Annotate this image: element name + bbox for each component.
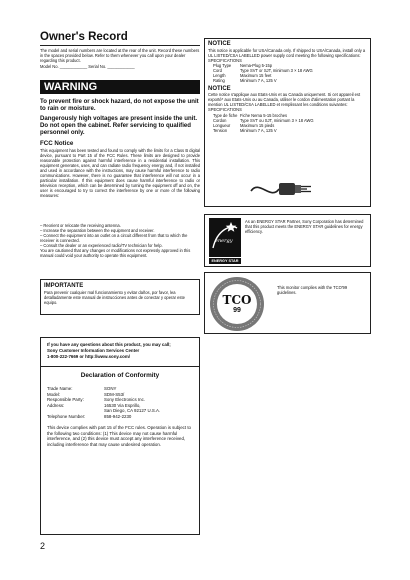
model-serial-fields: Model No. ____________ Serial No. ____________	[40, 64, 135, 69]
warning-voltage-text: Dangerously high voltages are present inside the unit. Do not open the cabinet. Refer servicing to qualified personnel only.	[40, 115, 198, 137]
owners-record-title: Owner's Record	[40, 31, 128, 43]
sony-contact-line1: If you have any questions about this product, you may call;	[47, 342, 171, 347]
fcc-body: This equipment has been tested and found to comply with the limits for a Class B digital device, pursuant to Part 15 of the FCC Rules. These limits are designed to provide reasonable protection against harmful interference in a residential installation. This equipment generates, uses, and can radiate radio frequency energy and, if not installed and used in accordance with the instructions, may cause harmful interference to radio communications. However, there is no guarantee that interference will not occur in a particular installation. If this equipment does cause harmful interference to radio or television reception, which can be determined by turning the equipment off and on, the user is encouraged to try to correct the interference by one or more of the following measures:	[40, 148, 200, 199]
notice-specs-label-en: SPECIFICATIONS	[208, 57, 242, 63]
fcc-measure: – Increase the separation between the equipment and receiver.	[40, 228, 155, 233]
fcc-heading: FCC Notice	[40, 140, 74, 147]
tco-box	[204, 272, 371, 334]
importante-box	[40, 279, 200, 315]
notice-box	[204, 38, 371, 207]
svg-text:energy: energy	[215, 238, 233, 244]
fcc-closing: You are cautioned that any changes or modifications not expressly approved in this manual could void your authority to operate this equipment.	[40, 248, 191, 259]
notice-specs-en: Plug Type Nema-Plug 5-15p Cord Type SVT or SJT, minimum 3 × 18 AWG Length Maximum 15 feet Rating Minimum 7 A, 125 V	[213, 62, 313, 83]
notice-heading-en: NOTICE	[208, 41, 231, 47]
power-plug-illustration	[249, 175, 315, 205]
sony-contact-line2: Sony Customer Information Services Center	[47, 348, 140, 353]
fcc-measure: – Reorient or relocate the receiving antenna.	[40, 223, 121, 228]
owners-record-body: The model and serial numbers are located at the rear of the unit. Record these numbers in the spaces provided below. Refer to them whenever you call upon your dealer regarding this product.	[40, 48, 200, 64]
importante-heading: IMPORTANTE	[44, 283, 84, 289]
warning-label: WARNING	[44, 81, 98, 93]
notice-specs-fr: Type de fiche Fiche Nema 5-15 broches Cordon Type SVT ou SJT, minimum 3 × 18 AWG Longueur Maximum 15 pieds Tension Minimum 7 A, 125 V	[213, 112, 314, 133]
declaration-table: Trade Name: SONY Model: SDM-S53/ Responsible Party: Sony Electronics Inc. Address: 16530 Via Esprillo, San Diego, CA 92127 U.S.A. Telephone Number: 858-942-2230	[47, 386, 161, 419]
title-divider	[40, 45, 200, 46]
declaration-body: This device complies with part 15 of the FCC rules. Operation is subject to the following two conditions: (1) This device may not cause harmful interference, and (2) this device must accept any interference received, including interference that may cause undesired operation.	[47, 425, 191, 447]
tco-text: This monitor complies with the TCO'99 guidelines.	[277, 285, 348, 296]
declaration-heading: Declaration of Conformity	[80, 372, 160, 379]
notice-body-en: This notice is applicable for USA/Canada only. If shipped to USA/Canada, install only a UL LISTED/CSA LABELLED power supply cord meeting the following specifications:	[208, 47, 366, 58]
tco-logo-small: 99	[233, 307, 241, 314]
notice-body-fr: Cette notice s'applique aux Etats-Unis et au Canada uniquement. Si cet appareil est exporté* aux Etats-Unis ou au Canada, utiliser le cordon d'alimentation portant la mention UL LISTED/CSA LABELLED et remplissant les conditions suivantes:	[208, 92, 361, 108]
importante-body: Para prevenir cualquier mal funcionamiento y evitar daños, por favor, lea detalladamente este manual de instrucciones antes de conectar y operar este equipo.	[44, 290, 185, 306]
energy-star-logo-text: ENERGY STAR	[209, 257, 241, 263]
notice-specs-label-fr: SPECIFICATIONS	[208, 107, 242, 113]
sony-contact-line3[interactable]: 1-800-222-7669 or http://www.sony.com/	[47, 354, 130, 359]
warning-banner	[40, 80, 200, 94]
declaration-box	[40, 337, 200, 535]
energy-star-logo	[209, 218, 241, 264]
energy-star-box	[204, 214, 371, 267]
fcc-measure: – Connect the equipment into an outlet on a circuit different from that to which the receiver is connected.	[40, 233, 188, 244]
tco-logo-big: TCO	[222, 293, 252, 307]
fcc-measure: – Consult the dealer or an experienced radio/TV technician for help.	[40, 243, 163, 248]
page-number: 2	[40, 541, 46, 551]
energy-star-text: As an ENERGY STAR Partner, Sony Corporation has determined that this product meets the ENERGY STAR guidelines for energy efficiency.	[245, 219, 364, 235]
notice-heading-fr: NOTICE	[208, 85, 231, 92]
energy-star-icon	[209, 218, 241, 254]
declaration-divider	[41, 366, 199, 367]
warning-fire-text: To prevent fire or shock hazard, do not expose the unit to rain or moisture.	[40, 98, 199, 113]
